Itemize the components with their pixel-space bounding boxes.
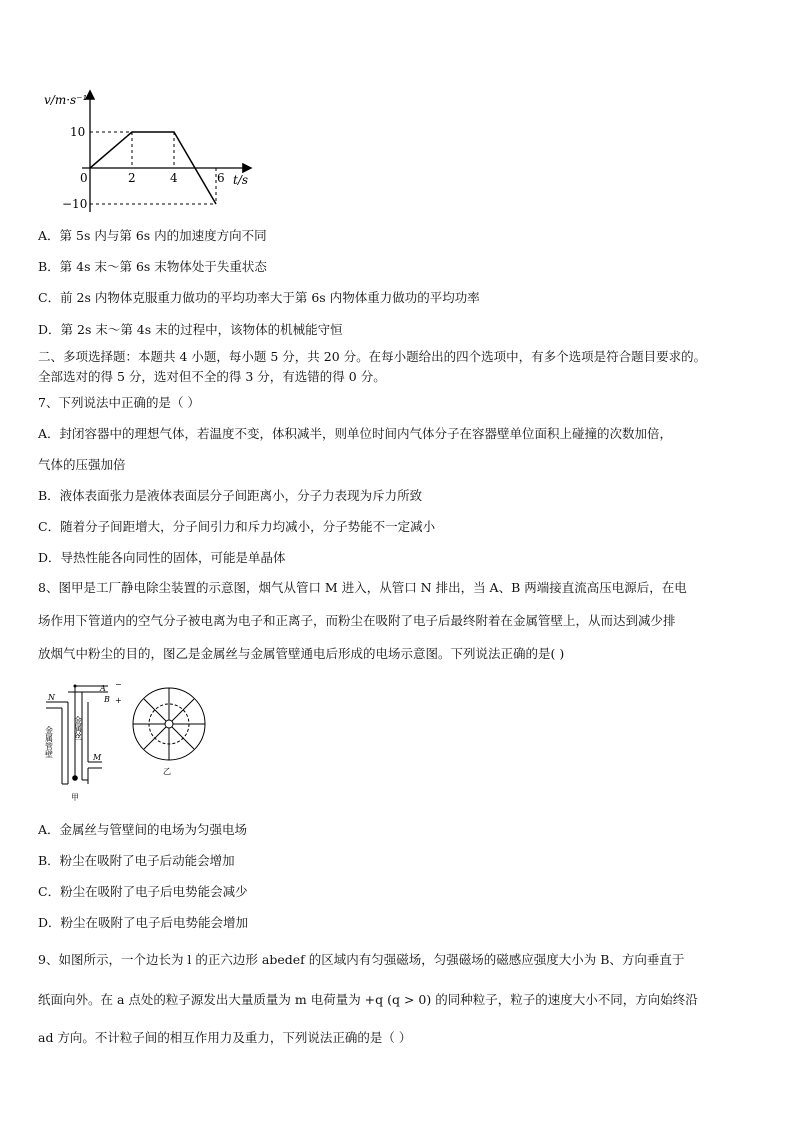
label-plus: + (115, 696, 122, 705)
q7-option-c: C．随着分子间距增大，分子间引力和斥力均减小，分子势能不一定减小 (38, 519, 436, 534)
tick-x-2: 2 (128, 171, 136, 185)
tick-x-4: 4 (170, 171, 178, 185)
q8-option-c: C．粉尘在吸附了电子后电势能会减少 (38, 884, 248, 899)
tick-x-6: 6 (217, 171, 225, 185)
vt-graph (40, 86, 280, 216)
q8-option-d: D．粉尘在吸附了电子后电势能会增加 (38, 915, 249, 930)
q9-stem-line3: ad 方向。不计粒子间的相互作用力及重力，下列说法正确的是（ ） (38, 1030, 412, 1045)
q6-option-d: D．第 2s 末～第 4s 末的过程中，该物体的机械能守恒 (38, 322, 343, 337)
label-wall: 金属管壁 (44, 726, 54, 758)
q8-option-a: A．金属丝与管壁间的电场为匀强电场 (38, 822, 248, 837)
label-yi: 乙 (163, 767, 171, 776)
q7-option-a-line2: 气体的压强加倍 (38, 457, 126, 472)
q8-stem-line3: 放烟气中粉尘的目的，图乙是金属丝与金属管壁通电后形成的电场示意图。下列说法正确的是( ) (38, 646, 565, 661)
label-m: M (93, 753, 102, 762)
label-a: A (100, 684, 106, 693)
tick-origin: 0 (80, 171, 88, 185)
tick-y-neg10: −10 (62, 197, 88, 211)
q6-option-c: C．前 2s 内物体克服重力做功的平均功率大于第 6s 内物体重力做功的平均功率 (38, 290, 480, 305)
q8-figure (38, 676, 218, 806)
section2-line1: 二、多项选择题：本题共 4 小题，每小题 5 分，共 20 分。在每小题给出的四个选项中，有多个选项是符合题目要求的。 (38, 349, 707, 364)
x-axis-label: t/s (233, 173, 249, 187)
q9-stem-line1: 9、如图所示，一个边长为 l 的正六边形 abedef 的区域内有匀强磁场，匀强磁场的磁感应强度大小为 B、方向垂直于 (38, 952, 685, 967)
label-b: B (104, 695, 110, 704)
figure-yi (133, 688, 205, 760)
q9-stem-line2: 纸面向外。在 a 点处的粒子源发出大量质量为 m 电荷量为 +q (q > 0) 的同种粒子，粒子的速度大小不同，方向始终沿 (38, 992, 698, 1007)
q7-stem: 7、下列说法中正确的是（ ） (38, 395, 200, 410)
q6-option-a: A．第 5s 内与第 6s 内的加速度方向不同 (38, 228, 267, 243)
q7-option-d: D．导热性能各向同性的固体，可能是单晶体 (38, 550, 286, 565)
label-jia: 甲 (71, 793, 79, 802)
q8-option-b: B．粉尘在吸附了电子后动能会增加 (38, 853, 235, 868)
q6-option-b: B．第 4s 末～第 6s 末物体处于失重状态 (38, 259, 267, 274)
label-wire: 金属丝 (73, 716, 83, 740)
tick-y-10: 10 (70, 125, 86, 139)
section2-line2: 全部选对的得 5 分，选对但不全的得 3 分，有选错的得 0 分。 (38, 369, 386, 384)
label-minus: − (115, 680, 122, 689)
q8-stem-line2: 场作用下管道内的空气分子被电离为电子和正离子，而粉尘在吸附了电子后最终附着在金属管壁上，从而达到减少排 (38, 613, 676, 628)
q8-stem-line1: 8、图甲是工厂静电除尘装置的示意图，烟气从管口 M 进入，从管口 N 排出，当 A、B 两端接直流高压电源后，在电 (38, 580, 687, 595)
y-axis-label: v/m·s⁻¹ (44, 93, 88, 107)
label-n: N (48, 693, 55, 702)
q7-option-b: B．液体表面张力是液体表面层分子间距离小，分子力表现为斥力所致 (38, 488, 423, 503)
q7-option-a-line1: A．封闭容器中的理想气体，若温度不变，体积减半，则单位时间内气体分子在容器壁单位面积上碰撞的次数加倍， (38, 426, 673, 441)
